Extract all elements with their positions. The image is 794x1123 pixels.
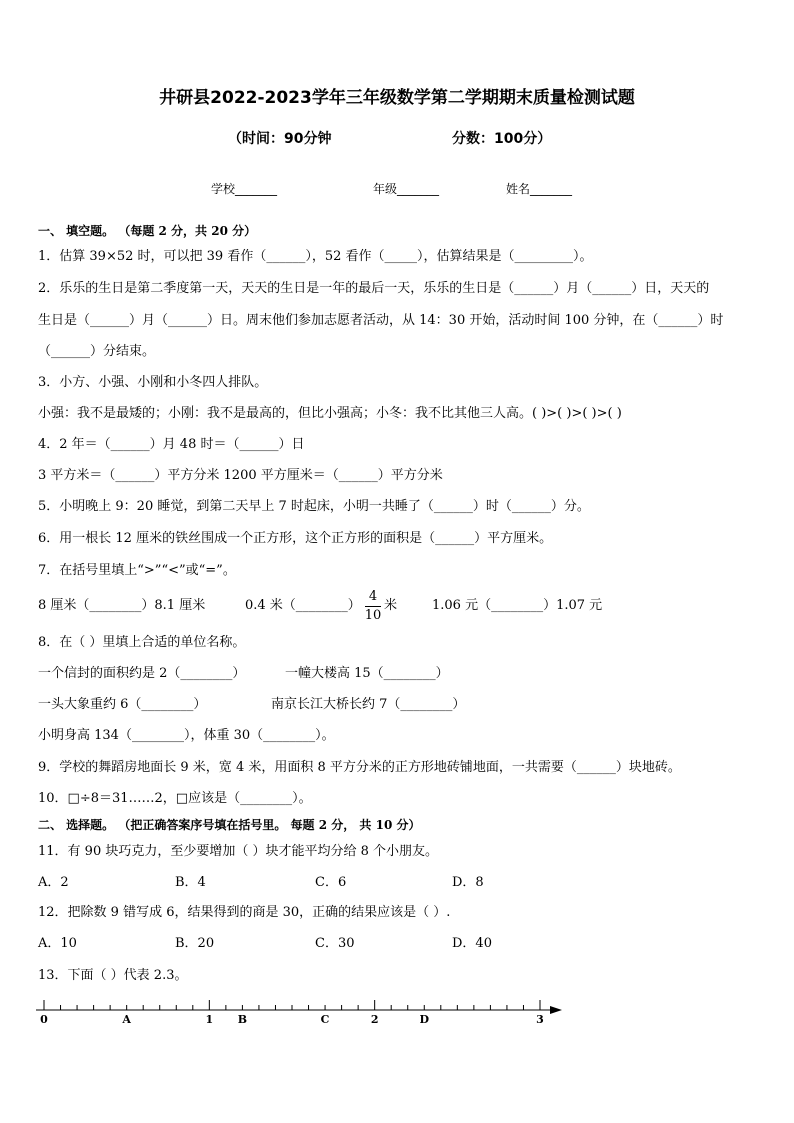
q8-item-e: 小明身高 134（________），体重 30（________）。: [38, 728, 335, 743]
q7-fraction-unit: 米: [384, 598, 398, 613]
q7-compare-a: 8 厘米（________）8.1 厘米: [38, 598, 206, 613]
q11-option-a: A．2: [38, 875, 69, 890]
exam-score: 分数：100分）: [452, 131, 552, 147]
section-heading-choice: 二、 选择题。 （把正确答案序号填在括号里。 每题 2 分， 共 10 分）: [38, 818, 421, 832]
q12-option-d: D．40: [452, 936, 492, 951]
question-2-line-3: （______）分结束。: [38, 344, 156, 359]
q7-compare-b: 0.4 米（________）: [245, 598, 361, 613]
question-7: 7．在括号里填上“>”“<”或“=”。: [38, 563, 236, 578]
q7-fraction-bar: [365, 606, 381, 607]
q11-option-d: D．8: [452, 875, 484, 890]
school-field: 学校_______: [211, 182, 278, 196]
q8-item-b: 一幢大楼高 15（________）: [285, 666, 449, 681]
question-4-line-2: 3 平方米＝（______）平方分米 1200 平方厘米＝（______）平方分米: [38, 468, 443, 483]
q8-item-d: 南京长江大桥长约 7（________）: [271, 697, 466, 712]
number-line: [0, 990, 794, 1030]
number-line-arrow-icon: [550, 1006, 562, 1014]
exam-time: （时间：90分钟: [228, 131, 332, 147]
question-3: 3．小方、小强、小刚和小冬四人排队。: [38, 375, 268, 390]
question-10: 10．□÷8＝31……2，□应该是（________）。: [38, 791, 312, 806]
number-line-label: 2: [370, 1013, 379, 1026]
number-line-label: 1: [205, 1013, 214, 1026]
question-12: 12．把除数 9 错写成 6，结果得到的商是 30，正确的结果应该是（ ）.: [38, 905, 451, 920]
number-line-label: 3: [536, 1013, 544, 1026]
q11-option-c: C．6: [315, 875, 347, 890]
number-line-point-label: D: [419, 1013, 430, 1026]
q12-option-a: A．10: [38, 936, 77, 951]
q12-option-c: C．30: [315, 936, 355, 951]
question-4-line-1: 4．2 年＝（______）月 48 时＝（______）日: [38, 437, 305, 452]
question-3-detail: 小强：我不是最矮的；小刚：我不是最高的，但比小强高；小冬：我不比其他三人高。( )>( )>( )>( ): [38, 406, 622, 421]
number-line-point-label: C: [320, 1013, 330, 1026]
q8-item-c: 一头大象重约 6（________）: [38, 697, 207, 712]
section-heading-fill: 一、 填空题。 （每题 2 分，共 20 分）: [38, 224, 257, 238]
number-line-point-label: B: [237, 1013, 248, 1026]
question-2-line-2: 生日是（______）月（______）日。周末他们参加志愿者活动，从 14：30 开始，活动时间 100 分钟，在（______）时: [38, 313, 724, 328]
q8-item-a: 一个信封的面积约是 2（________）: [38, 666, 246, 681]
q12-option-b: B．20: [175, 936, 215, 951]
grade-field: 年级_______: [373, 182, 440, 196]
question-13: 13．下面（ ）代表 2.3。: [38, 968, 188, 983]
q11-option-b: B．4: [175, 875, 206, 890]
number-line-point-label: A: [122, 1013, 131, 1026]
name-field: 姓名_______: [506, 182, 573, 196]
question-2-line-1: 2．乐乐的生日是第二季度第一天，天天的生日是一年的最后一天，乐乐的生日是（______）月（______）日，天天的: [38, 281, 710, 296]
q7-fraction-numerator: 4: [368, 589, 378, 604]
page-title: 井研县2022-2023学年三年级数学第二学期期末质量检测试题: [159, 88, 635, 108]
q7-compare-c: 1.06 元（________）1.07 元: [432, 598, 603, 613]
question-1: 1．估算 39×52 时，可以把 39 看作（______），52 看作（_____），估算结果是（_________）。: [38, 249, 593, 264]
number-line-label: 0: [40, 1013, 48, 1026]
question-11: 11．有 90 块巧克力，至少要增加（ ）块才能平均分给 8 个小朋友。: [38, 844, 439, 859]
q7-fraction-denominator: 10: [364, 608, 382, 623]
question-9: 9．学校的舞蹈房地面长 9 米，宽 4 米，用面积 8 平方分米的正方形地砖铺地面，一共需要（______）块地砖。: [38, 760, 681, 775]
question-6: 6．用一根长 12 厘米的铁丝围成一个正方形，这个正方形的面积是（______）平方厘米。: [38, 531, 553, 546]
question-5: 5．小明晚上 9：20 睡觉，到第二天早上 7 时起床，小明一共睡了（______）时（______）分。: [38, 499, 590, 514]
question-8: 8．在（ ）里填上合适的单位名称。: [38, 635, 246, 650]
